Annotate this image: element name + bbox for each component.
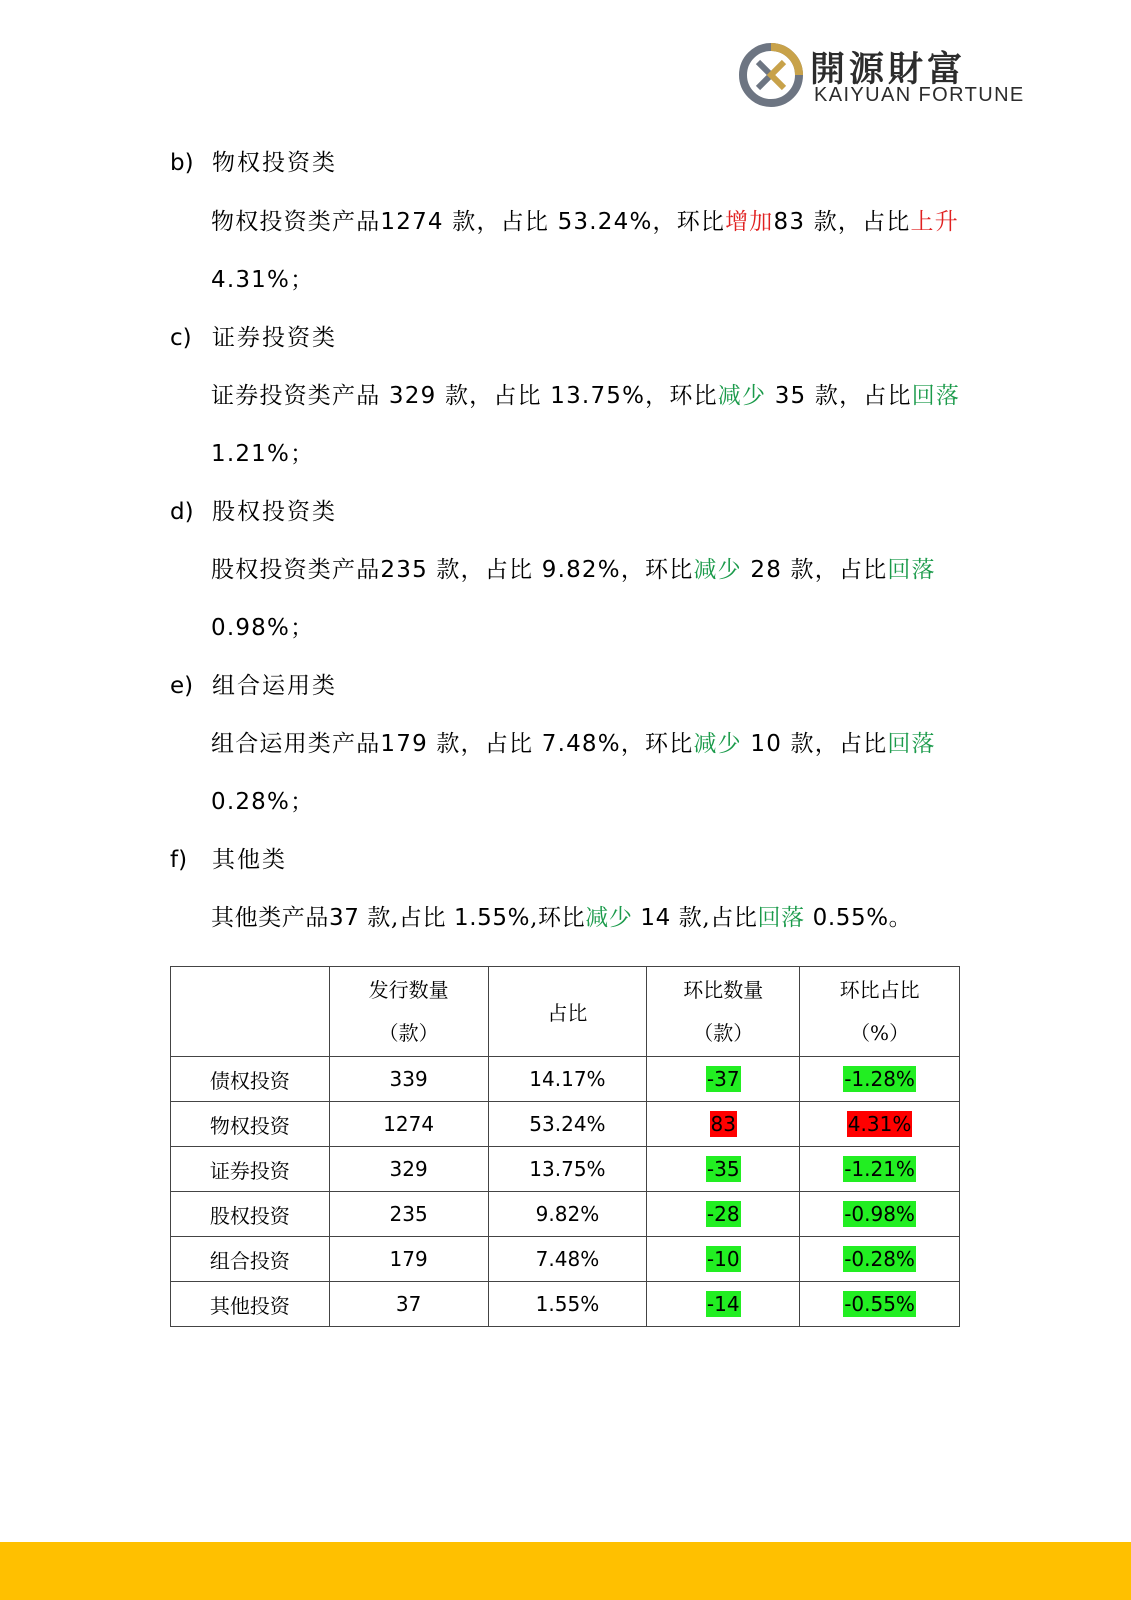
change-word: 减少 bbox=[585, 905, 633, 931]
row-share: 1.55% bbox=[488, 1282, 647, 1327]
mom-share-highlight: -0.55% bbox=[844, 1292, 915, 1316]
change-word: 减少 bbox=[717, 383, 767, 409]
section-label: c) bbox=[170, 325, 192, 351]
mom-count-highlight: 83 bbox=[710, 1112, 736, 1136]
section-heading-d bbox=[170, 497, 337, 527]
brand-name-en: KAIYUAN FORTUNE bbox=[814, 84, 1025, 106]
section-paragraph-f: 其他类产品37 款,占比 1.55%,环比减少 14 款,占比回落 0.55%。 bbox=[211, 905, 913, 931]
table-row bbox=[171, 1147, 960, 1192]
section-label: f) bbox=[170, 847, 188, 873]
row-mom-share bbox=[800, 1057, 960, 1102]
section-label: b) bbox=[170, 150, 194, 176]
mom-count-highlight: -10 bbox=[706, 1247, 740, 1271]
header-issued: 发行数量 （款） bbox=[329, 967, 488, 1057]
section-heading-e bbox=[170, 671, 337, 701]
table-row bbox=[171, 1192, 960, 1237]
row-mom-share bbox=[800, 1102, 960, 1147]
mom-share-highlight: -0.98% bbox=[844, 1202, 915, 1226]
trend-word: 回落 bbox=[757, 905, 805, 931]
header-empty bbox=[171, 967, 330, 1057]
header-mom-share: 环比占比 （%） bbox=[800, 967, 960, 1057]
section-title: 股权投资类 bbox=[212, 499, 337, 525]
mom-count-highlight: -37 bbox=[706, 1067, 740, 1091]
row-count: 37 bbox=[329, 1282, 488, 1327]
section-heading-f bbox=[170, 845, 287, 875]
company-logo bbox=[738, 40, 1038, 110]
mom-share-highlight: 4.31% bbox=[847, 1112, 912, 1136]
row-count: 329 bbox=[329, 1147, 488, 1192]
row-mom-count bbox=[647, 1057, 800, 1102]
row-count: 235 bbox=[329, 1192, 488, 1237]
row-share: 13.75% bbox=[488, 1147, 647, 1192]
section-paragraph-d: 股权投资类产品235 款，占比 9.82%，环比减少 28 款，占比回落 0.98%； bbox=[211, 557, 936, 641]
header-mom-count: 环比数量 （款） bbox=[647, 967, 800, 1057]
change-word: 减少 bbox=[693, 557, 742, 583]
row-share: 7.48% bbox=[488, 1237, 647, 1282]
row-mom-count bbox=[647, 1282, 800, 1327]
row-mom-share bbox=[800, 1282, 960, 1327]
row-name: 证券投资 bbox=[171, 1147, 330, 1192]
row-name: 组合投资 bbox=[171, 1237, 330, 1282]
mom-count-highlight: -28 bbox=[706, 1202, 740, 1226]
mom-share-highlight: -1.21% bbox=[844, 1157, 915, 1181]
trend-word: 上升 bbox=[910, 209, 959, 235]
section-title: 组合运用类 bbox=[212, 673, 337, 699]
row-share: 53.24% bbox=[488, 1102, 647, 1147]
trend-word: 回落 bbox=[887, 557, 936, 583]
mom-count-highlight: -35 bbox=[706, 1157, 740, 1181]
section-paragraph-e: 组合运用类产品179 款，占比 7.48%，环比减少 10 款，占比回落 0.28%； bbox=[211, 731, 936, 815]
row-name: 股权投资 bbox=[171, 1192, 330, 1237]
header-share: 占比 bbox=[488, 967, 647, 1057]
row-name: 物权投资 bbox=[171, 1102, 330, 1147]
table-row bbox=[171, 1282, 960, 1327]
row-share: 14.17% bbox=[488, 1057, 647, 1102]
section-paragraph-c: 证券投资类产品 329 款，占比 13.75%，环比减少 35 款，占比回落 1.21%； bbox=[211, 383, 961, 467]
change-word: 增加 bbox=[725, 209, 774, 235]
row-mom-share bbox=[800, 1147, 960, 1192]
table-row bbox=[171, 1237, 960, 1282]
row-share: 9.82% bbox=[488, 1192, 647, 1237]
row-mom-share bbox=[800, 1237, 960, 1282]
section-title: 其他类 bbox=[212, 847, 287, 873]
brand-name-cn: 開源財富 bbox=[810, 50, 967, 90]
row-name: 债权投资 bbox=[171, 1057, 330, 1102]
mom-share-highlight: -0.28% bbox=[844, 1247, 915, 1271]
section-label: d) bbox=[170, 499, 194, 525]
trend-word: 回落 bbox=[911, 383, 961, 409]
change-word: 减少 bbox=[693, 731, 742, 757]
section-paragraph-b: 物权投资类产品1274 款，占比 53.24%，环比增加83 款，占比上升 4.31%； bbox=[211, 209, 959, 293]
mom-share-highlight: -1.28% bbox=[844, 1067, 915, 1091]
section-title: 物权投资类 bbox=[212, 150, 337, 176]
section-title: 证券投资类 bbox=[212, 325, 337, 351]
row-mom-count bbox=[647, 1147, 800, 1192]
row-count: 339 bbox=[329, 1057, 488, 1102]
table-row bbox=[171, 1057, 960, 1102]
trend-word: 回落 bbox=[887, 731, 936, 757]
section-heading-c bbox=[170, 323, 337, 353]
table-row bbox=[171, 1102, 960, 1147]
table-header-row bbox=[171, 967, 960, 1057]
row-count: 179 bbox=[329, 1237, 488, 1282]
mom-count-highlight: -14 bbox=[706, 1292, 740, 1316]
row-mom-share bbox=[800, 1192, 960, 1237]
section-heading-b bbox=[170, 148, 337, 178]
row-name: 其他投资 bbox=[171, 1282, 330, 1327]
row-mom-count bbox=[647, 1237, 800, 1282]
kaiyuan-logo-icon bbox=[738, 42, 804, 108]
product-summary-table bbox=[170, 966, 960, 1327]
footer-bar bbox=[0, 1542, 1131, 1600]
row-mom-count bbox=[647, 1192, 800, 1237]
row-count: 1274 bbox=[329, 1102, 488, 1147]
row-mom-count bbox=[647, 1102, 800, 1147]
section-label: e) bbox=[170, 673, 194, 699]
